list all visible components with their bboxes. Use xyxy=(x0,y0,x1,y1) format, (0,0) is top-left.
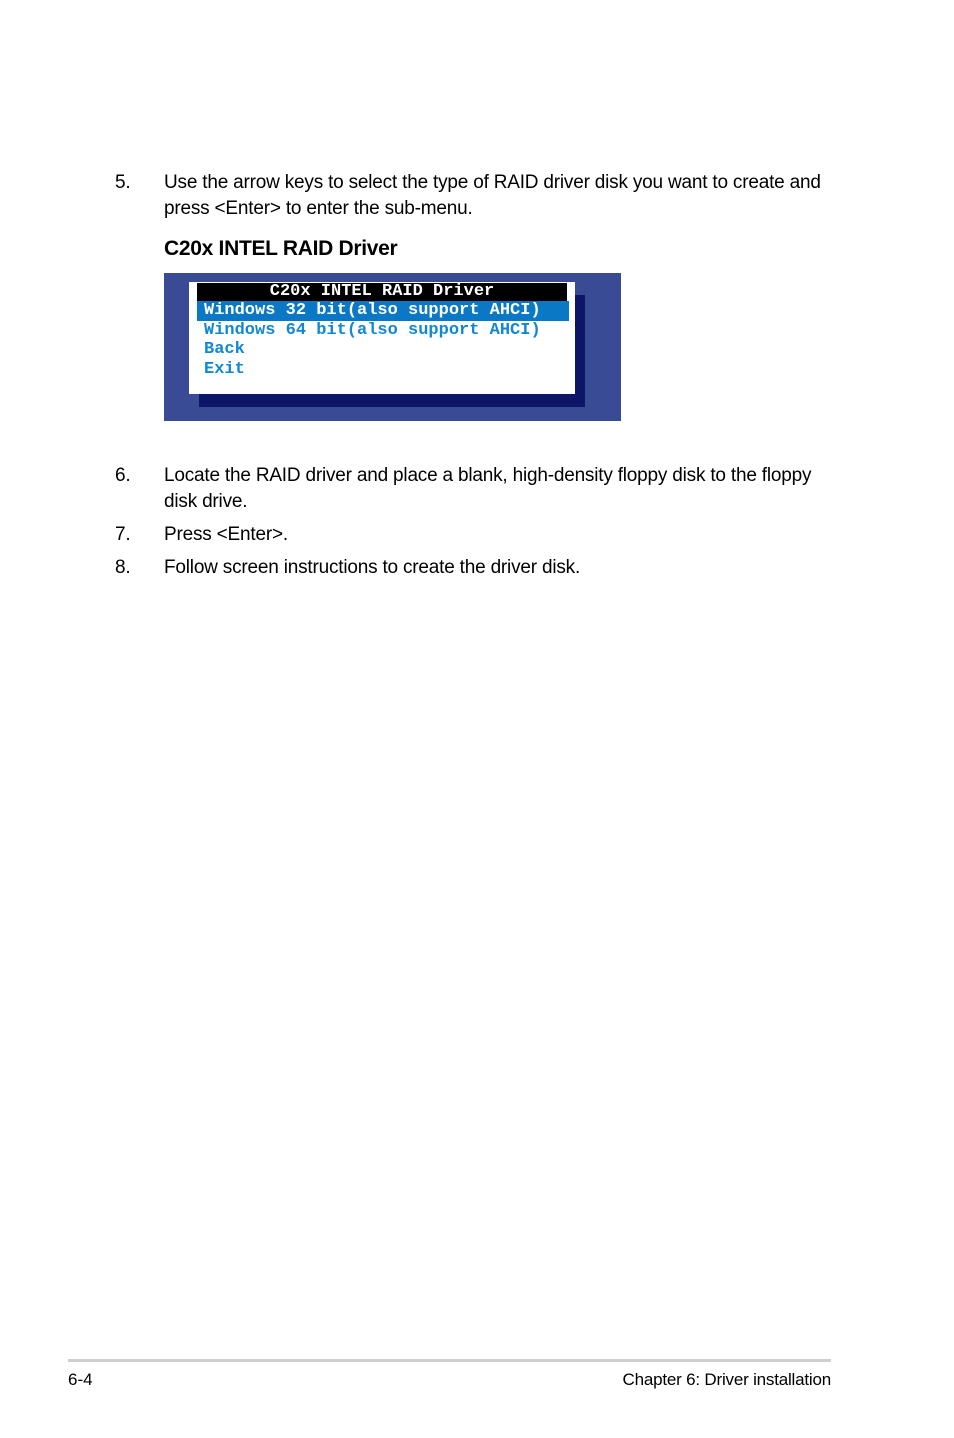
step-text: Press <Enter>. xyxy=(164,524,288,545)
step-5 xyxy=(115,170,835,222)
section-heading: C20x INTEL RAID Driver xyxy=(164,237,398,260)
menu-item-windows-64bit[interactable]: Windows 64 bit(also support AHCI) xyxy=(204,321,541,340)
raid-driver-menu-screenshot xyxy=(164,273,621,421)
chapter-title: Chapter 6: Driver installation xyxy=(622,1370,831,1389)
menu-title: C20x INTEL RAID Driver xyxy=(197,283,567,301)
step-number: 8. xyxy=(115,557,131,578)
step-text: Follow screen instructions to create the driver disk. xyxy=(164,557,581,578)
menu-box xyxy=(189,282,575,394)
menu-item-back[interactable]: Back xyxy=(204,340,245,359)
step-text: Use the arrow keys to select the type of RAID driver disk you want to create and press <Enter> to enter the sub-menu. xyxy=(164,172,821,219)
footer-divider xyxy=(68,1359,831,1362)
step-7 xyxy=(115,522,835,548)
step-text: Locate the RAID driver and place a blank, high-density floppy disk to the floppy disk drive. xyxy=(164,465,812,512)
step-6 xyxy=(115,463,835,515)
menu-item-windows-32bit[interactable]: Windows 32 bit(also support AHCI) xyxy=(197,301,569,321)
step-number: 6. xyxy=(115,465,131,486)
step-number: 5. xyxy=(115,172,131,193)
page-number: 6-4 xyxy=(68,1370,93,1389)
menu-item-exit[interactable]: Exit xyxy=(204,360,245,379)
step-8 xyxy=(115,555,835,581)
step-number: 7. xyxy=(115,524,131,545)
